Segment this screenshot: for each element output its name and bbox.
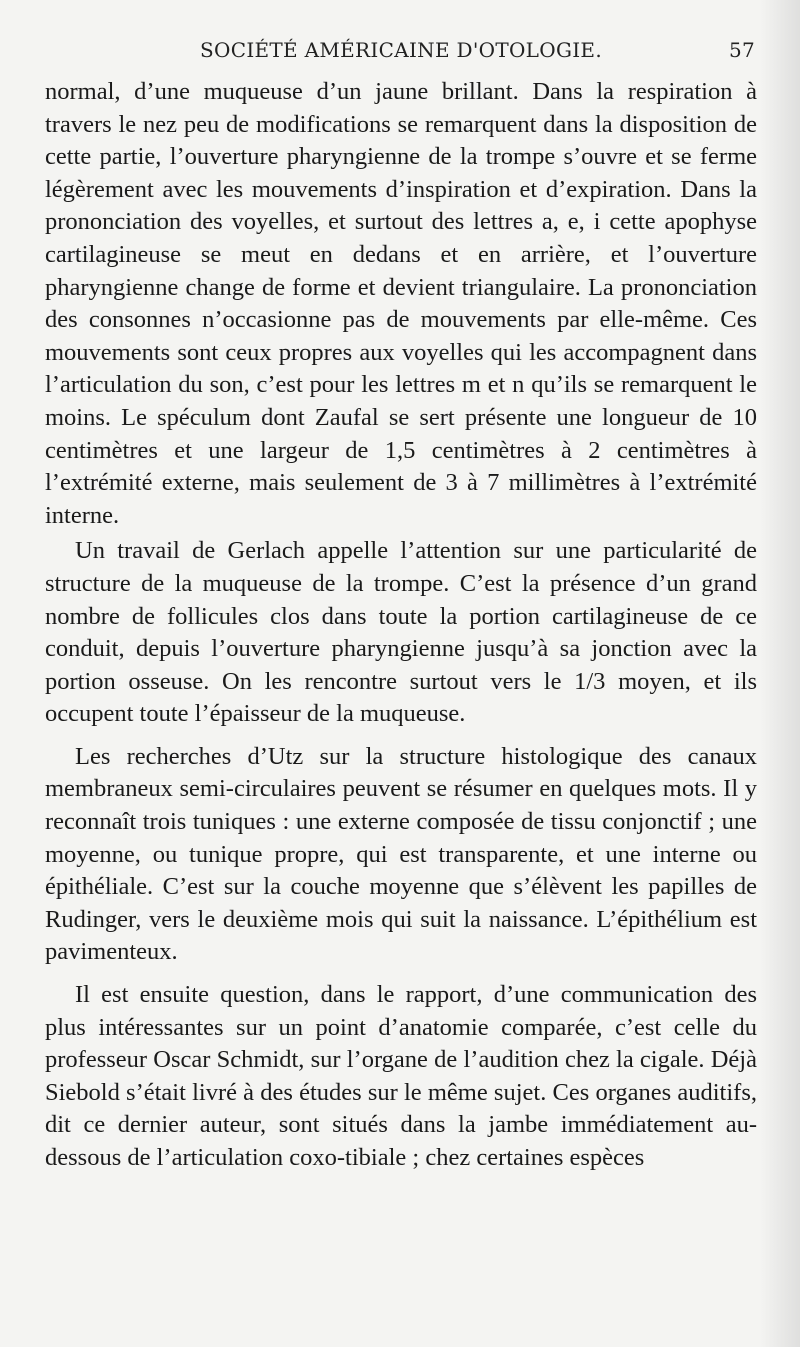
paragraph-3: Les recherches d’Utz sur la structure histologique des canaux membraneux semi-circulaires peuvent se résumer en quelques mots. Il y reconnaît trois tuniques : une externe composée de tissu conjonctif ; une moyenne, ou tunique propre, qui est transparente, et une interne ou épithéliale. C’est sur la couche moyenne que s’élèvent les papilles de Rudinger, vers le deuxième mois qui suit la naissance. L’épithélium est pavimenteux. [45, 742, 757, 966]
paragraph-1: normal, d’une muqueuse d’un jaune brillant. Dans la respiration à travers le nez peu de modifications se remarquent dans la disposition de cette partie, l’ouverture pharyngienne de la trompe s’ouvre et se ferme légèrement avec les mouvements d’inspiration et d’expiration. Dans la prononciation des voyelles, et surtout des lettres a, e, i cette apophyse cartilagineuse se meut en dedans et en arrière, et l’ouverture pharyngienne change de forme et devient triangulaire. La prononciation des consonnes n’occasionne pas de mouvements par elle-même. Ces mouvements sont ceux propres aux voyelles qui les accompagnent dans l’articulation du son, c’est pour les lettres m et n qu’ils se remarquent le moins. Le spéculum dont Zaufal se sert présente une longueur de 10 centimètres et une largeur de 1,5 centimètres à 2 centimètres à l’extrémité externe, mais seulement de 3 à 7 millimètres à l’extrémité interne. [45, 78, 757, 529]
paragraph-2: Un travail de Gerlach appelle l’attention sur une particularité de structure de la muqueuse de la trompe. C’est la présence d’un grand nombre de follicules clos dans toute la portion cartilagineuse de ce conduit, depuis l’ouverture pharyngienne jusqu’à sa jonction avec la portion osseuse. On les rencontre surtout vers le 1/3 moyen, et ils occupent toute l’épaisseur de la muqueuse. [45, 537, 757, 728]
running-title: SOCIÉTÉ AMÉRICAINE D'OTOLOGIE. [200, 38, 602, 62]
running-head [45, 36, 757, 70]
body-text [45, 76, 757, 1175]
paragraph-4: Il est ensuite question, dans le rapport, d’une communication des plus intéressantes sur un point d’anatomie comparée, c’est celle du professeur Oscar Schmidt, sur l’organe de l’audition chez la cigale. Déjà Siebold s’était livré à des études sur le même sujet. Ces organes auditifs, dit ce dernier auteur, sont situés dans la jambe immédiatement au-dessous de l’articulation coxo-tibiale ; chez certaines espèces [45, 981, 757, 1171]
page-edge-shadow [760, 0, 800, 1347]
page-number: 57 [728, 38, 755, 62]
